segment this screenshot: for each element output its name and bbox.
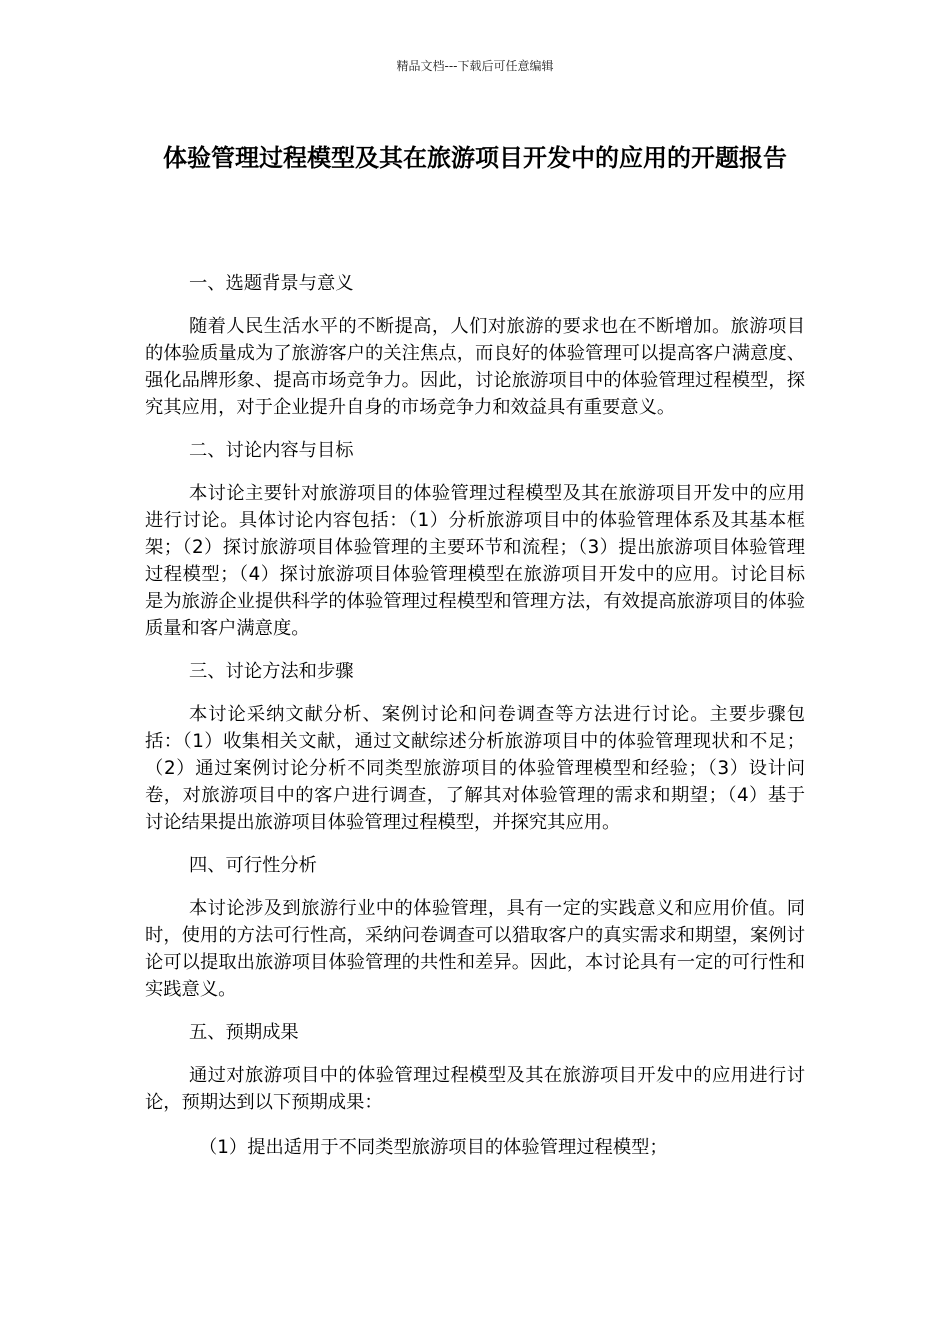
page-header: 精品文档---下载后可任意编辑 — [396, 59, 554, 73]
section-body-outcomes: 通过对旅游项目中的体验管理过程模型及其在旅游项目开发中的应用进行讨论，预期达到以下预期成果： — [145, 1065, 805, 1113]
section-body-content: 本讨论主要针对旅游项目的体验管理过程模型及其在旅游项目开发中的应用进行讨论。具体讨论内容包括：（1）分析旅游项目中的体验管理体系及其基本框架；（2）探讨旅游项目体验管理的主要环节和流程；（3）提出旅游项目体验管理过程模型；（4）探讨旅游项目体验管理模型在旅游项目开发中的应用。讨论目标是为旅游企业提供科学的体验管理过程模型和管理方法，有效提高旅游项目的体验质量和客户满意度。 — [145, 483, 805, 639]
outcome-list-item: （1）提出适用于不同类型旅游项目的体验管理过程模型； — [199, 1137, 668, 1158]
section-body-background: 随着人民生活水平的不断提高，人们对旅游的要求也在不断增加。旅游项目的体验质量成为了旅游客户的关注焦点，而良好的体验管理可以提高客户满意度、强化品牌形象、提高市场竞争力。因此，讨论旅游项目中的体验管理过程模型，探究其应用，对于企业提升自身的市场竞争力和效益具有重要意义。 — [145, 316, 805, 418]
document-body — [145, 270, 805, 1161]
section-body-feasibility: 本讨论涉及到旅游行业中的体验管理，具有一定的实践意义和应用价值。同时，使用的方法可行性高，采纳问卷调查可以猎取客户的真实需求和期望，案例讨论可以提取出旅游项目体验管理的共性和差异。因此，本讨论具有一定的可行性和实践意义。 — [145, 898, 805, 1000]
section-body-methods: 本讨论采纳文献分析、案例讨论和问卷调查等方法进行讨论。主要步骤包括：（1）收集相关文献，通过文献综述分析旅游项目中的体验管理现状和不足；（2）通过案例讨论分析不同类型旅游项目的体验管理模型和经验；（3）设计问卷，对旅游项目中的客户进行调查，了解其对体验管理的需求和期望；（4）基于讨论结果提出旅游项目体验管理过程模型，并探究其应用。 — [145, 704, 805, 833]
section-heading-background: 一、选题背景与意义 — [189, 273, 354, 294]
section-heading-feasibility: 四、可行性分析 — [189, 855, 317, 876]
section-heading-methods: 三、讨论方法和步骤 — [189, 661, 354, 682]
section-heading-outcomes: 五、预期成果 — [189, 1022, 299, 1043]
section-heading-content: 二、讨论内容与目标 — [189, 440, 354, 461]
document-title: 体验管理过程模型及其在旅游项目开发中的应用的开题报告 — [163, 144, 787, 172]
